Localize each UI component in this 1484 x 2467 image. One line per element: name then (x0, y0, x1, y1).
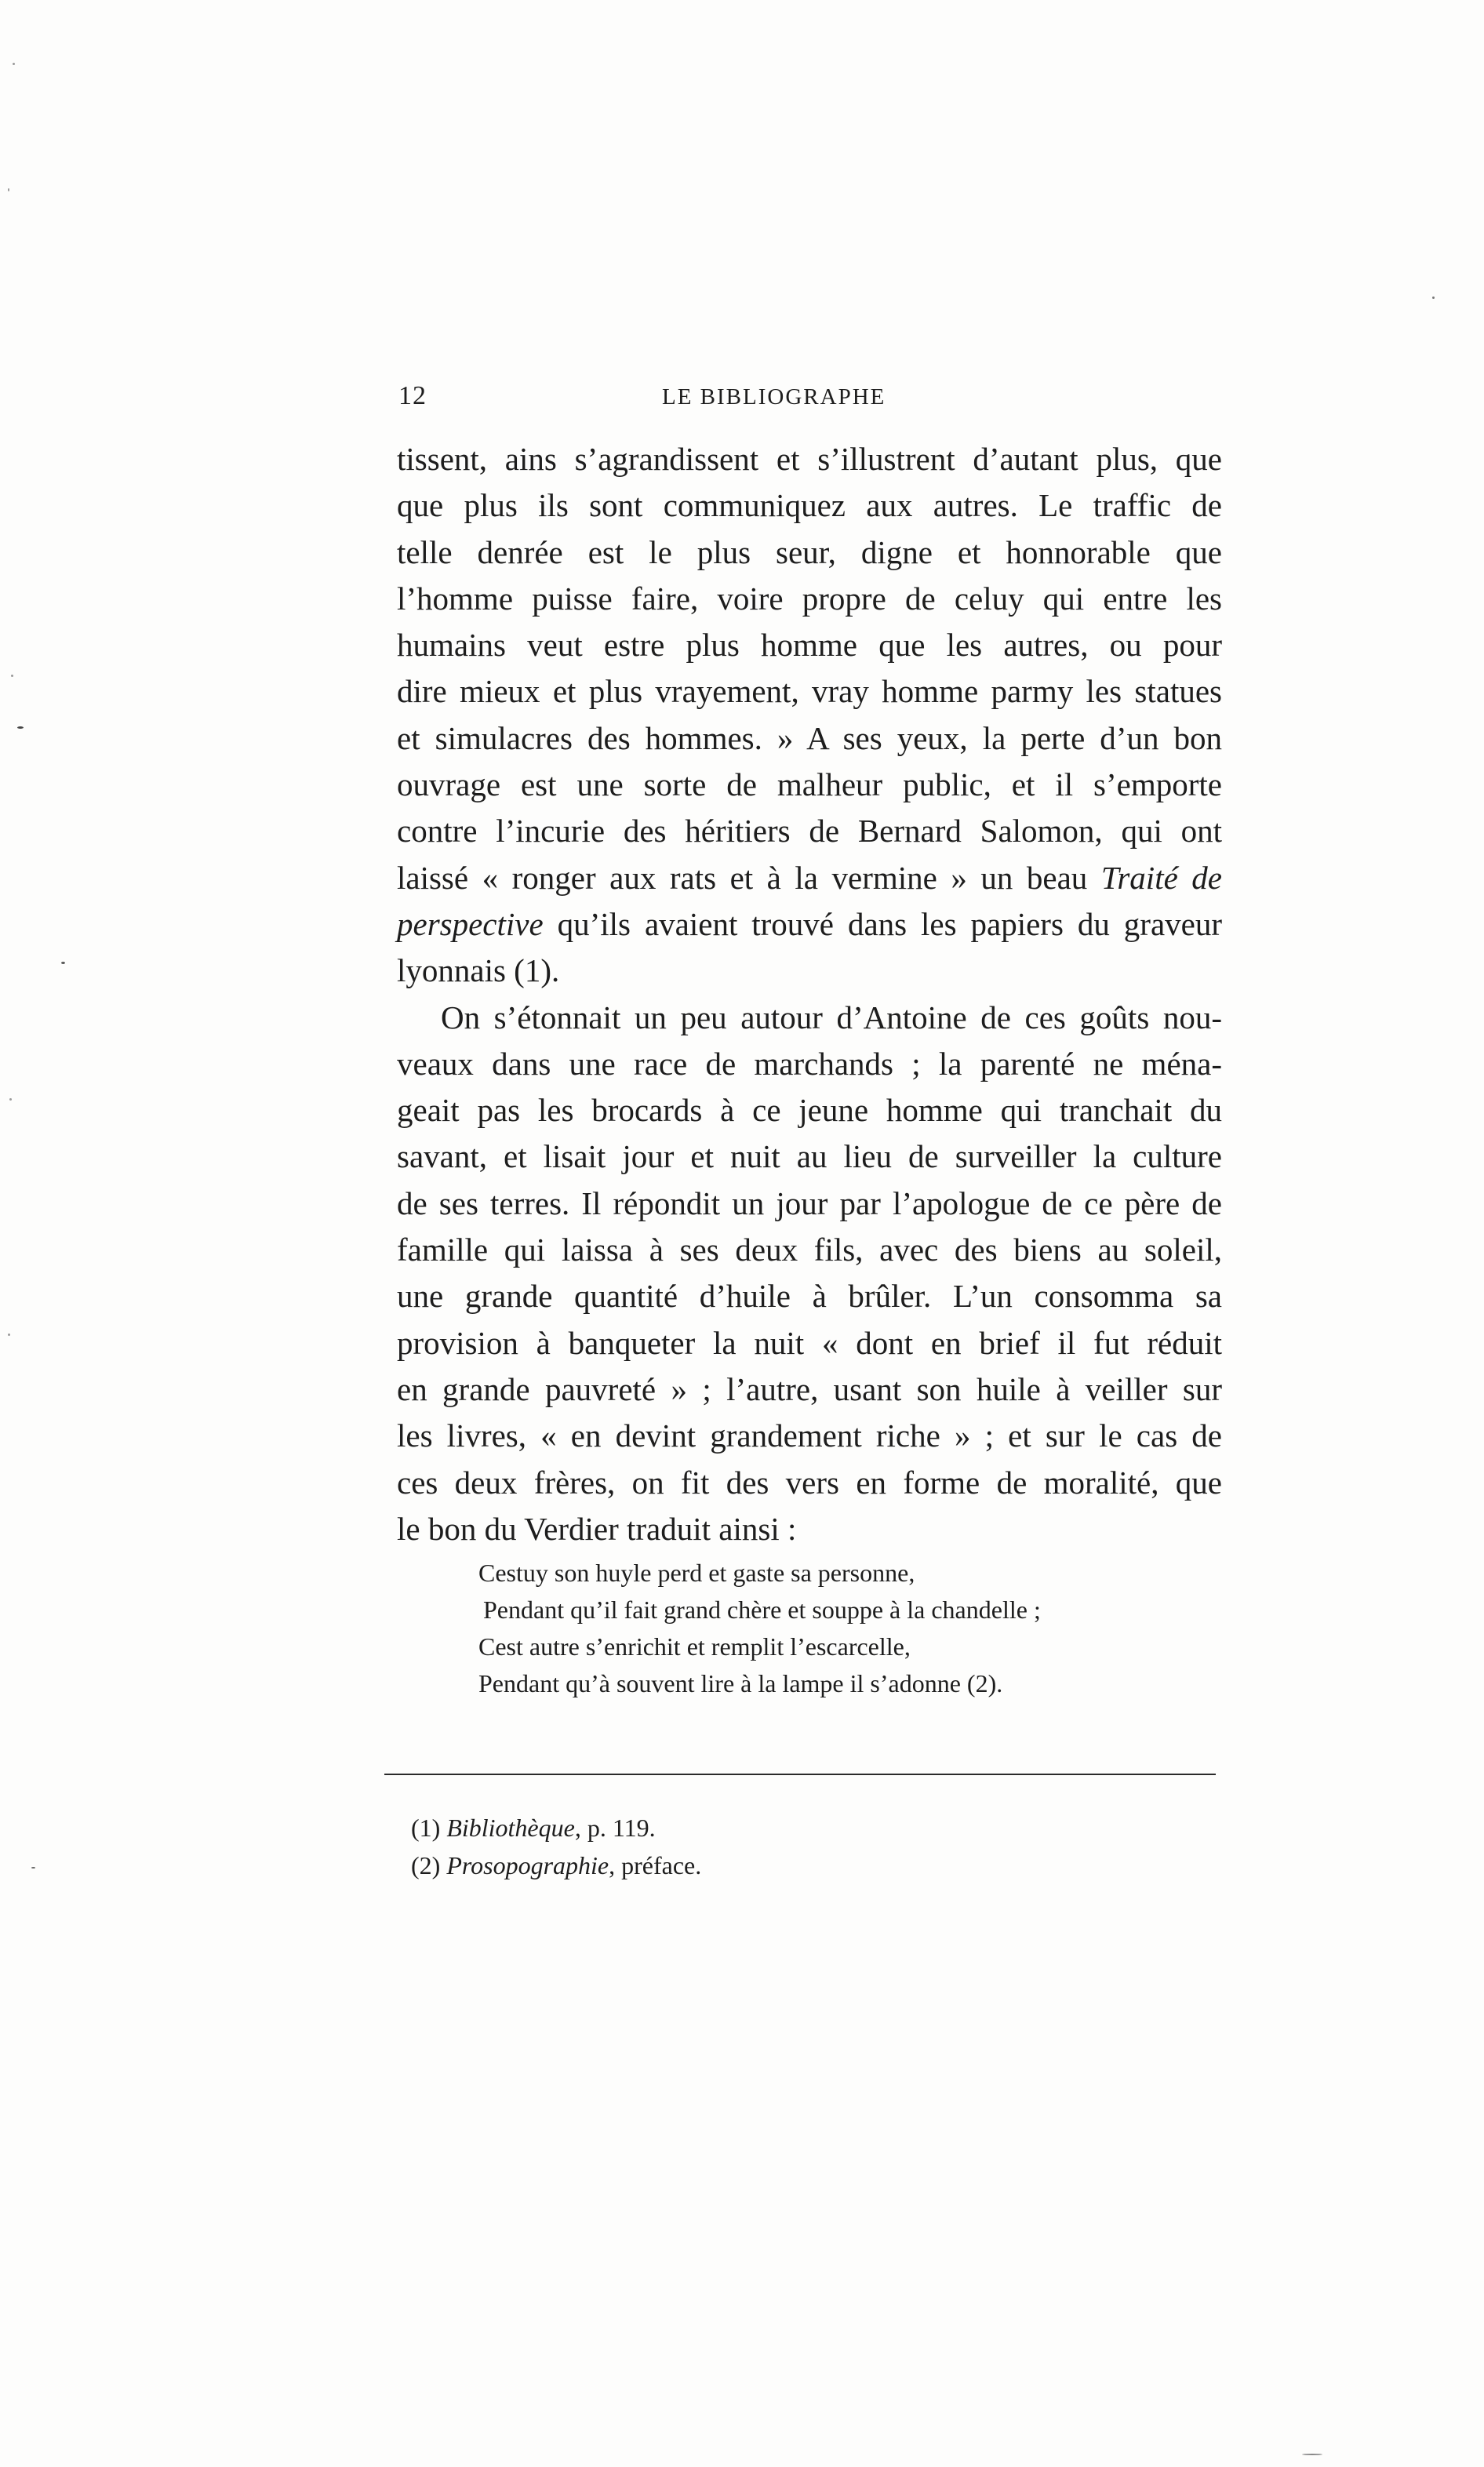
scan-speck (1432, 297, 1435, 299)
verse-line: Cest autre s’enrichit et remplit l’escarcelle, (478, 1632, 911, 1661)
text-line: humains veut estre plus homme que les autres, ou pour (397, 627, 1222, 664)
scan-speck (1302, 2454, 1322, 2455)
scan-speck (17, 726, 24, 729)
text-line-with-title (397, 901, 1222, 948)
footnote (411, 1809, 701, 1847)
footnote-title: Prosopographie (446, 1851, 609, 1879)
footnote-title: Bibliothèque (446, 1814, 575, 1842)
scan-speck (11, 675, 13, 677)
text-line: tissent, ains s’agrandissent et s’illustrent d’autant plus, que (397, 441, 1222, 477)
text-line: une grande quantité d’huile à brûler. L’un consomma sa (397, 1278, 1222, 1315)
italic-title: perspective (397, 905, 544, 942)
verse-line: Cestuy son huyle perd et gaste sa personne, (478, 1559, 915, 1587)
text-line: de ses terres. Il répondit un jour par l’apologue de ce père de (397, 1184, 1222, 1221)
italic-title: Traité de (1100, 859, 1223, 896)
scan-speck (31, 1867, 35, 1868)
text-line: le bon du Verdier traduit ainsi : (397, 1510, 797, 1547)
scan-speck (13, 63, 15, 65)
footnote-marker: (2) (411, 1851, 441, 1879)
text-line: famille qui laissa à ses deux fils, avec des biens au soleil, (397, 1232, 1222, 1268)
text-line: savant, et lisait jour et nuit au lieu de surveiller la culture (397, 1138, 1222, 1175)
running-title: LE BIBLIOGRAPHE (662, 384, 886, 409)
verse-quotation (478, 1555, 1184, 1702)
text-line: dire mieux et plus vrayement, vray homme parmy les statues (397, 673, 1222, 710)
text-line: provision à banqueter la nuit « dont en brief il fut réduit (397, 1324, 1222, 1361)
text-line-start: laissé « ronger aux rats et à la vermine » un beau (397, 859, 1088, 896)
text-line: l’homme puisse faire, voire propre de celuy qui entre les (397, 580, 1222, 617)
text-line: geait pas les brocards à ce jeune homme qui tranchait du (397, 1092, 1222, 1129)
text-line: en grande pauvreté » ; l’autre, usant son huile à veiller sur (397, 1370, 1222, 1407)
text-line: et simulacres des hommes. » A ses yeux, la perte d’un bon (397, 719, 1222, 756)
text-line: lyonnais (1). (397, 952, 560, 989)
running-head (398, 381, 1224, 420)
footnote-marker: (1) (411, 1814, 441, 1842)
scan-speck (8, 188, 9, 191)
text-line: telle denrée est le plus seur, digne et honnorable que (397, 533, 1222, 570)
verse-line: Pendant qu’à souvent lire à la lampe il s’adonne (2). (478, 1669, 1003, 1697)
verse-line: Pendant qu’il fait grand chère et souppe à la chandelle ; (483, 1596, 1041, 1624)
text-line: ouvrage est une sorte de malheur public, et il s’emporte (397, 766, 1222, 803)
text-line: ces deux frères, on fit des vers en forme de moralité, que (397, 1464, 1222, 1501)
text-line: veaux dans une race de marchands ; la parenté ne ména- (397, 1045, 1222, 1082)
text-line: contre l’incurie des héritiers de Bernard Salomon, qui ont (397, 813, 1222, 850)
footnote (411, 1847, 701, 1884)
body-text (397, 436, 1222, 1552)
footnote-rule (384, 1774, 1216, 1775)
text-line-with-title (397, 855, 1222, 901)
footnote-rest: , p. 119. (574, 1814, 656, 1842)
text-line-end: qu’ils avaient trouvé dans les papiers du graveur (557, 905, 1222, 942)
scan-speck (8, 1334, 10, 1336)
footnote-rest: , préface. (609, 1851, 702, 1879)
text-line: que plus ils sont communiquez aux autres. Le traffic de (397, 487, 1222, 524)
scan-speck (61, 962, 65, 964)
paragraph-start-line: On s’étonnait un peu autour d’Antoine de ces goûts nou- (441, 999, 1222, 1035)
page-number: 12 (398, 381, 427, 410)
footnotes (411, 1809, 701, 1884)
text-line: les livres, « en devint grandement riche » ; et sur le cas de (397, 1417, 1222, 1454)
scan-speck (9, 1098, 12, 1101)
